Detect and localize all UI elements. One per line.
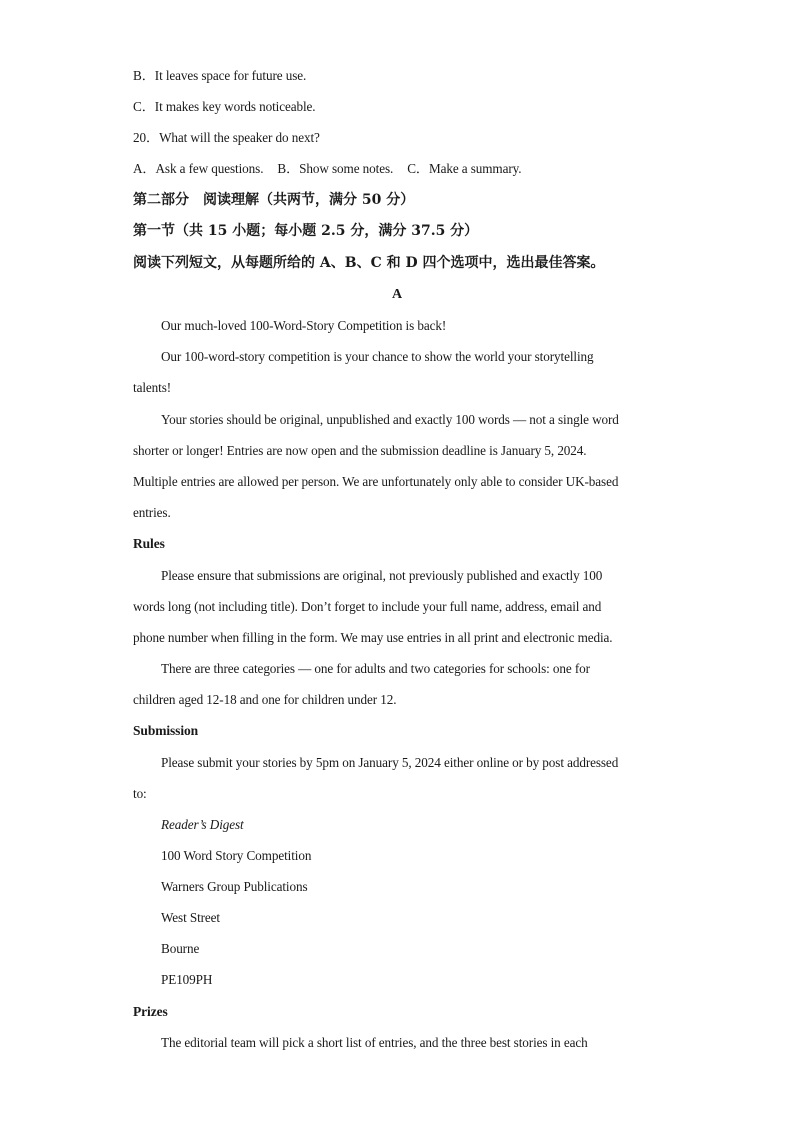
submission-line-1: Please submit your stories by 5pm on January 5, 2024 either online or by post addressed [161, 755, 619, 770]
intro-paragraph-3-line-3: Multiple entries are allowed per person. We are unfortunately only able to consider UK-based [133, 474, 619, 489]
address-line-6: PE109PH [161, 972, 213, 987]
subsection-title: 第一节（共 15 小题；每小题 2.5 分，满分 37.5 分） [133, 223, 479, 239]
option-c-q19: C．It makes key words noticeable. [133, 99, 316, 114]
option-a-q20: A．Ask a few questions. [133, 161, 264, 176]
instruction: 阅读下列短文，从每题所给的 A、B、C 和 D 四个选项中，选出最佳答案。 [133, 255, 605, 271]
address-line-2: 100 Word Story Competition [161, 848, 312, 863]
question-20-options [133, 161, 521, 177]
intro-paragraph-3-line-4: entries. [133, 505, 171, 520]
part-title: 第二部分 阅读理解（共两节，满分 50 分） [133, 192, 415, 208]
rules-paragraph-1-line-2: words long (not including title). Don’t forget to include your full name, address, email and [133, 599, 602, 614]
option-b-q19: B．It leaves space for future use. [133, 68, 307, 83]
passage-label: A [391, 287, 402, 302]
submission-heading: Submission [133, 723, 199, 738]
address-line-1: Reader’s Digest [161, 817, 244, 832]
rules-paragraph-1-line-1: Please ensure that submissions are original, not previously published and exactly 100 [161, 568, 603, 583]
rules-heading: Rules [133, 536, 165, 551]
rules-paragraph-1-line-3: phone number when filling in the form. We may use entries in all print and electronic media. [133, 630, 613, 645]
prizes-heading: Prizes [133, 1004, 168, 1019]
intro-paragraph-3-line-2: shorter or longer! Entries are now open and the submission deadline is January 5, 2024. [133, 443, 587, 458]
address-line-3: Warners Group Publications [161, 879, 308, 894]
address-line-4: West Street [161, 910, 220, 925]
address-line-5: Bourne [161, 941, 200, 956]
prizes-line-1: The editorial team will pick a short list of entries, and the three best stories in each [161, 1035, 588, 1050]
question-20-stem: 20．What will the speaker do next? [133, 130, 320, 145]
intro-paragraph-2-line-1: Our 100-word-story competition is your chance to show the world your storytelling [161, 349, 594, 364]
rules-paragraph-2-line-2: children aged 12-18 and one for children under 12. [133, 692, 397, 707]
submission-line-2: to: [133, 786, 147, 801]
option-b-q20: B．Show some notes. [277, 161, 394, 176]
rules-paragraph-2-line-1: There are three categories — one for adults and two categories for schools: one for [161, 661, 590, 676]
intro-paragraph-1: Our much-loved 100-Word-Story Competition is back! [161, 318, 447, 333]
option-c-q20: C．Make a summary. [407, 161, 522, 176]
intro-paragraph-2-line-2: talents! [133, 380, 172, 395]
intro-paragraph-3-line-1: Your stories should be original, unpublished and exactly 100 words — not a single word [161, 412, 619, 427]
